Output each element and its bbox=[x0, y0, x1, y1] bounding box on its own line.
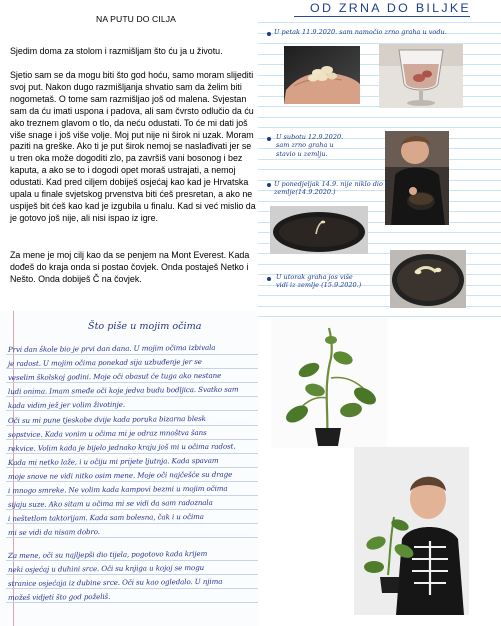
sprouting-bean-photo bbox=[390, 250, 466, 308]
poster-ruled-line bbox=[258, 117, 501, 118]
handwritten-line: ludi onima. Imam smeđe oči koje jedva budu bodljica. Svatko sam bbox=[7, 384, 239, 396]
essay-page bbox=[0, 0, 272, 311]
essay-line: Za mene je moj cilj kao da se penjem na Mont Everest. Kada bbox=[10, 250, 250, 260]
handwritten-line: veselim školskoj godini. Moje oči obasut će tuga ako nestane bbox=[7, 370, 222, 382]
poster-ruled-line bbox=[258, 316, 501, 317]
poster-note-line: U petak 11.9.2020. sam namočio zrno graha u vodu. bbox=[274, 28, 447, 36]
handwritten-line: sopstvice. Kada vonim u očima mi je odraz mnoštva šans bbox=[7, 427, 207, 439]
essay-line: Sjedim doma za stolom i razmišljam što ću ja u životu. bbox=[10, 46, 223, 56]
handwritten-line: kada vidim jež jer volim životinje. bbox=[7, 399, 126, 410]
handwritten-line: Prvi dan škole bio je prvi dan dana. U mojim očima izbivala bbox=[7, 342, 216, 354]
notebook-ruled-line bbox=[6, 481, 258, 482]
notebook-ruled-line bbox=[6, 588, 258, 589]
sprout-in-soil-photo bbox=[270, 206, 368, 254]
seeds-in-glass-photo bbox=[379, 44, 463, 108]
notebook-ruled-line bbox=[6, 574, 258, 575]
bullet-icon bbox=[267, 32, 271, 36]
notebook-ruled-line bbox=[6, 537, 258, 538]
bean-plant-photo bbox=[271, 318, 387, 448]
notebook-ruled-line bbox=[6, 382, 258, 383]
poster-ruled-line bbox=[258, 127, 501, 128]
handwritten-line: mi se vidi da nisam dobro. bbox=[7, 527, 100, 537]
boy-planting-photo bbox=[385, 131, 449, 225]
bullet-icon bbox=[267, 277, 271, 281]
notebook-ruled-line bbox=[6, 495, 258, 496]
essay-line: paziti na greške. Ako ti je put širok nemoj se naslađivati jer se bbox=[10, 141, 252, 152]
handwritten-line: i neštetlom taktorijam. Kada sam bolesna, čak i u očima bbox=[7, 511, 204, 523]
essay-line: više snage i još više volje. Moj put nije ni širok ni uzak. Moram bbox=[10, 129, 254, 140]
essay-paragraph bbox=[10, 46, 272, 58]
poster-ruled-line bbox=[258, 201, 501, 202]
notebook-ruled-line bbox=[6, 509, 258, 510]
handwritten-notebook-page bbox=[0, 311, 258, 626]
essay-line: kaputa, a ako se to i dogodi opet moraš ustrajati, a nemoj bbox=[10, 165, 236, 176]
handwritten-line: rekvice. Volim kada je bijelo jednako kraju još mi u očima radost. bbox=[7, 441, 236, 453]
handwritten-line: sijaju suze. Ako sitam u očima mi se vidi da sam radoznala bbox=[7, 497, 213, 509]
notebook-ruled-line bbox=[6, 425, 258, 426]
notebook-ruled-line bbox=[6, 396, 258, 397]
poster-note-4 bbox=[276, 273, 361, 290]
essay-line: upala u finale svjetskog prvenstva biti ćeš presretan, a ako ne bbox=[10, 189, 253, 200]
seeds-in-hand-photo bbox=[284, 46, 360, 104]
notebook-ruled-line bbox=[6, 523, 258, 524]
poster-ruled-line bbox=[258, 159, 501, 160]
poster-note-line: sam zrno graha u bbox=[276, 141, 334, 150]
handwritten-line: možeš vidjeti što god poželiš. bbox=[7, 591, 111, 602]
poster-note-line: U subotu 12.9.2020. bbox=[276, 133, 344, 141]
handwritten-line: moje snove ne vidi nitko osim mene. Moje oči najčešće su drage bbox=[7, 469, 233, 481]
essay-line: u tren oka može dogoditi zlo, pa završiš vani bosonog i bez bbox=[10, 153, 243, 164]
poster-note-line: vidi iz zemlje (15.9.2020.) bbox=[276, 281, 362, 290]
essay-line: Sjetio sam se da mogu biti što god hoću, samo moram slijediti bbox=[10, 70, 254, 80]
essay-line: sam da ću imati uspona i padova, ali sam čvrsto odlučio da ću bbox=[10, 105, 254, 116]
notebook-ruled-line bbox=[6, 354, 258, 355]
notebook-ruled-line bbox=[6, 410, 258, 411]
notebook-ruled-line bbox=[6, 560, 258, 561]
boy-with-plant-photo bbox=[354, 447, 469, 615]
bullet-icon bbox=[267, 183, 271, 187]
poster-note-2 bbox=[276, 133, 343, 158]
essay-line: uspiješ bit ćeš kao kad je izgubila u finalu. Kad si već mislio da bbox=[10, 200, 256, 211]
poster-title-underline bbox=[294, 16, 470, 17]
handwritten-line: neki osjećaj u duhini srce. Oči su knjiga u kojoj se mogu bbox=[7, 562, 205, 574]
poster-note-line: zemlje(14.9.2020.) bbox=[274, 188, 336, 197]
essay-line: odustati. Kad pred ciljem dobiješ osjećaj kao kad je Hrvatska bbox=[10, 177, 249, 188]
essay-line: dođeš do kraja onda si postao čovjek. Onda postaješ Netko i bbox=[10, 261, 249, 272]
poster-title: OD ZRNA DO BILJKE bbox=[310, 1, 471, 15]
notebook-ruled-line bbox=[6, 368, 258, 369]
essay-line: nogometaš. O tome sam razmišljao još od malena. Svjestan bbox=[10, 93, 247, 104]
essay-line: svoj put. Nakon dugo razmišljanja shvatio sam da želim biti bbox=[10, 81, 242, 92]
seed-to-plant-poster bbox=[258, 0, 501, 626]
poster-note-line: U ponedjeljak 14.9. nije niklo dio iz bbox=[274, 180, 391, 188]
essay-paragraph bbox=[10, 70, 272, 225]
poster-ruled-line bbox=[258, 22, 501, 23]
poster-note-line: U utorak graha jos više bbox=[276, 273, 353, 281]
essay-line: Nešto. Onda dobiješ Č na čovjek. bbox=[10, 273, 142, 284]
handwritten-line: i mnogo smreke. Ne volim kada kampovi bezmi u mojim očima bbox=[7, 483, 228, 495]
notebook-ruled-line bbox=[6, 602, 258, 603]
essay-line: ako treznem glavom o tlo, da neću odustati. To će mi dati još bbox=[10, 117, 248, 128]
poster-note-1 bbox=[274, 28, 447, 36]
handwritten-line: Oči su mi pune tjeskobe dvije kada poruka bizarna blesk bbox=[7, 413, 206, 425]
notebook-ruled-line bbox=[6, 467, 258, 468]
handwritten-line: stranice osjećaja iz dubine srce. Oči su kao ogledalo. U njima bbox=[7, 576, 223, 588]
essay-paragraph bbox=[10, 250, 272, 286]
essay-title: NA PUTU DO CILJA bbox=[96, 14, 176, 24]
notebook-ruled-line bbox=[6, 453, 258, 454]
essay-line: je gotovo još nije, ali nisi ispao iz igre. bbox=[10, 212, 158, 223]
bullet-icon bbox=[267, 137, 271, 141]
poster-note-3 bbox=[274, 180, 390, 197]
poster-note-line: stavio u zemlju. bbox=[276, 149, 328, 158]
handwritten-line: je radost. U mojim očima ponekad sija uzbuđenje jer se bbox=[7, 356, 202, 368]
notebook-title: Što piše u mojim očima bbox=[88, 321, 202, 332]
notebook-ruled-line bbox=[6, 439, 258, 440]
poster-ruled-line bbox=[258, 169, 501, 170]
handwritten-line: Za mene, oči su najljepši dio tijela, pogotovo kada krijem bbox=[7, 548, 208, 560]
handwritten-line: Kada mi netko laže, i u očiju mi prijete ljutnja. Kada spavam bbox=[7, 455, 219, 467]
